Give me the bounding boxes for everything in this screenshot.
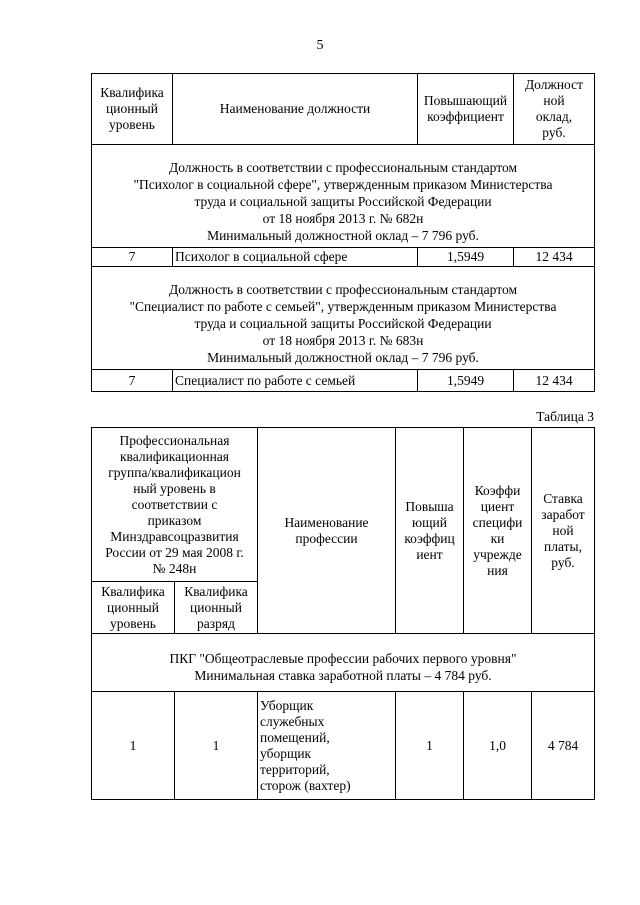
header-line: специфи	[472, 514, 523, 530]
section-line: Минимальный должностной оклад – 7 796 руб.	[207, 349, 479, 365]
section-row	[92, 145, 595, 248]
header-line: группа/квалификацион	[108, 464, 241, 480]
header-line: профессии	[295, 530, 358, 546]
page-number: 5	[316, 38, 324, 53]
header-institution-coefficient	[464, 428, 532, 634]
header-rate	[532, 428, 595, 634]
positions-table	[91, 73, 595, 392]
section-title	[92, 634, 595, 692]
header-line: Минздравсоцразвития	[110, 528, 239, 544]
header-line: № 248н	[152, 560, 197, 576]
header-salary	[514, 74, 595, 145]
header-line: Ставка	[543, 490, 583, 506]
section-line: от 18 ноября 2013 г. № 683н	[262, 332, 424, 348]
cell-level: 7	[92, 370, 173, 392]
cell-profession	[258, 692, 396, 800]
table-header-row	[92, 74, 595, 145]
header-line: Квалифика	[184, 583, 248, 599]
header-line: квалификационная	[120, 448, 229, 464]
header-profession	[258, 428, 396, 634]
section-line: ПКГ "Общеотраслевые профессии рабочих первого уровня"	[169, 650, 517, 666]
section-line: "Специалист по работе с семьей", утвержденным приказом Министерства	[129, 298, 557, 314]
header-line: приказом	[147, 512, 202, 528]
profession-line: служебных	[260, 713, 325, 729]
header-line: ционный	[190, 599, 242, 615]
section-line: Должность в соответствии с профессиональным стандартом	[168, 281, 517, 297]
header-line: ной	[543, 93, 565, 108]
table-row	[92, 692, 595, 800]
section-line: Минимальный должностной оклад – 7 796 руб.	[207, 227, 479, 243]
header-line: уровень	[109, 117, 155, 132]
header-qualification-group	[92, 428, 258, 582]
header-line: ющий	[412, 514, 447, 530]
professions-table	[91, 427, 595, 800]
header-line: ния	[487, 562, 508, 578]
section-line: труда и социальной защиты Российской Федерации	[194, 315, 492, 331]
table-row	[92, 248, 595, 267]
header-line: заработ	[541, 506, 585, 522]
table-label: Таблица 3	[536, 409, 594, 424]
cell-position: Специалист по работе с семьей	[173, 370, 418, 392]
profession-line: сторож (вахтер)	[260, 777, 351, 793]
section-line: "Психолог в социальной сфере", утвержденным приказом Министерства	[133, 176, 553, 192]
section-line: от 18 ноября 2013 г. № 682н	[262, 210, 424, 226]
header-line: Повыша	[405, 498, 454, 514]
header-line: Квалифика	[101, 583, 165, 599]
cell-level: 1	[92, 692, 175, 800]
header-line: Должност	[524, 77, 584, 92]
header-line: руб.	[551, 554, 575, 570]
table-header-row	[92, 428, 595, 582]
section-row	[92, 634, 595, 692]
cell-institution-coefficient: 1,0	[464, 692, 532, 800]
cell-position: Психолог в социальной сфере	[173, 248, 418, 267]
header-line: иент	[416, 546, 443, 562]
header-line: платы,	[544, 538, 582, 554]
section-title	[92, 145, 595, 248]
cell-raising-coefficient: 1	[396, 692, 464, 800]
header-line: коэффиц	[404, 530, 455, 546]
header-raising-coefficient	[396, 428, 464, 634]
header-grade	[175, 582, 258, 634]
header-line: Наименование	[284, 514, 369, 530]
header-line: ки	[490, 530, 505, 546]
header-position: Наименование должности	[173, 74, 418, 145]
section-line: труда и социальной защиты Российской Федерации	[194, 193, 492, 209]
section-line: Минимальная ставка заработной платы – 4 784 руб.	[194, 667, 492, 683]
cell-grade: 1	[175, 692, 258, 800]
header-line: соответствии с	[131, 496, 218, 512]
header-line: Профессиональная	[119, 432, 230, 448]
section-line: Должность в соответствии с профессиональным стандартом	[168, 159, 517, 175]
profession-line: помещений,	[260, 729, 330, 745]
cell-salary: 12 434	[514, 370, 595, 392]
header-level	[92, 582, 175, 634]
cell-coefficient: 1,5949	[418, 370, 514, 392]
profession-line: уборщик	[260, 745, 312, 761]
cell-level: 7	[92, 248, 173, 267]
header-line: России от 29 мая 2008 г.	[105, 544, 244, 560]
header-line: циент	[480, 498, 515, 514]
profession-line: территорий,	[260, 761, 330, 777]
table-row	[92, 370, 595, 392]
section-title	[92, 267, 595, 370]
header-line: оклад,	[535, 109, 573, 124]
header-line: уровень	[110, 615, 156, 631]
cell-coefficient: 1,5949	[418, 248, 514, 267]
header-line: ционный	[107, 599, 159, 615]
header-line: ный уровень в	[133, 480, 216, 496]
header-line: руб.	[542, 125, 566, 140]
header-line: Квалифика	[100, 85, 164, 100]
profession-line: Уборщик	[260, 697, 314, 713]
header-line: разряд	[197, 615, 235, 631]
header-line: Коэффи	[474, 482, 521, 498]
cell-salary: 12 434	[514, 248, 595, 267]
header-level	[92, 74, 173, 145]
header-coefficient: Повышающий коэффициент	[418, 74, 514, 145]
section-row	[92, 267, 595, 370]
cell-rate: 4 784	[532, 692, 595, 800]
header-line: учрежде	[473, 546, 522, 562]
header-line: ной	[552, 522, 574, 538]
header-line: ционный	[106, 101, 158, 116]
